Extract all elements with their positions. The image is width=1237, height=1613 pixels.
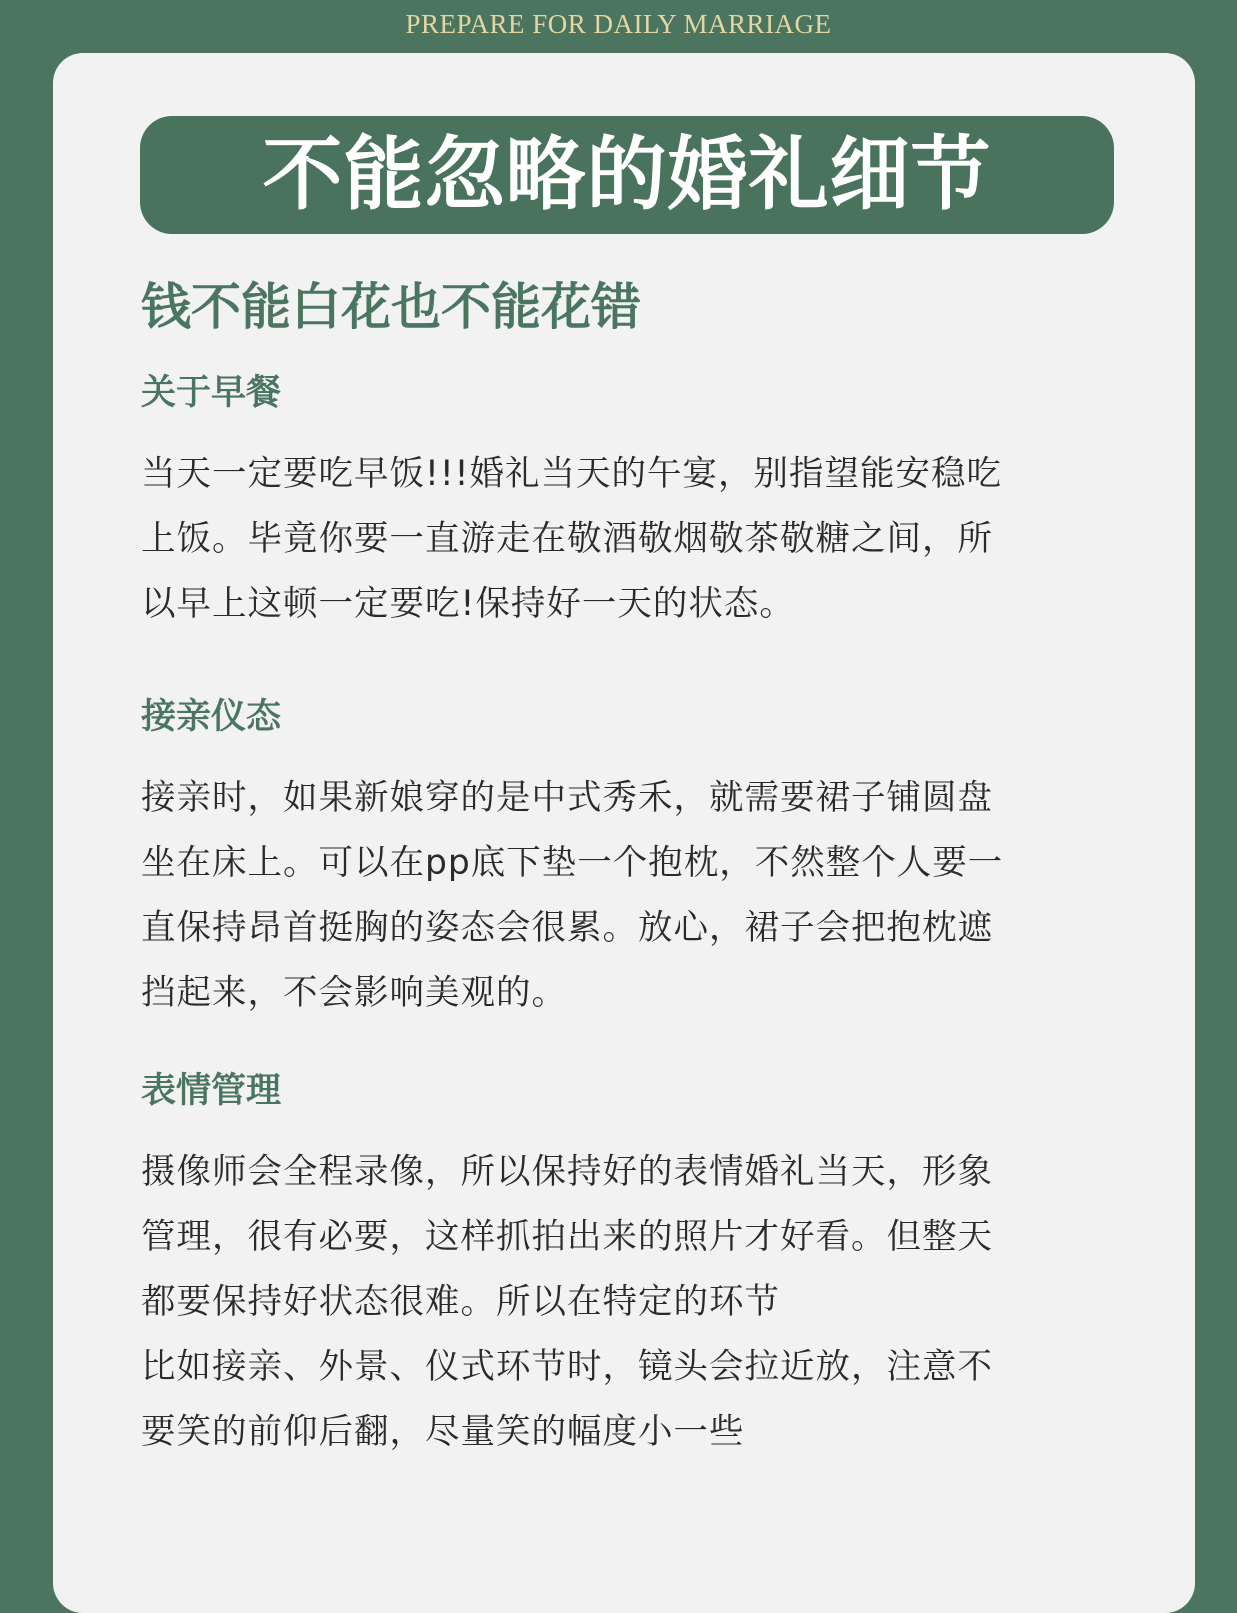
paragraph-line: 要笑的前仰后翻，尽量笑的幅度小一些 (141, 1412, 745, 1452)
paragraph-line: 上饭。毕竟你要一直游走在敬酒敬烟敬茶敬糖之间，所 (141, 519, 993, 559)
section-paragraph-breakfast (141, 442, 1101, 637)
top-banner-text: PREPARE FOR DAILY MARRIAGE (405, 9, 832, 39)
paragraph-line: 接亲时，如果新娘穿的是中式秀禾，就需要裙子铺圆盘 (141, 778, 993, 818)
paragraph-line: 直保持昂首挺胸的姿态会很累。放心，裙子会把抱枕遮 (141, 908, 993, 948)
section-heading-breakfast: 关于早餐 (141, 373, 282, 413)
section-paragraph-expression (141, 1140, 1101, 1465)
page-title: 不能忽略的婚礼细节 (262, 128, 992, 221)
paragraph-line: 比如接亲、外景、仪式环节时，镜头会拉近放，注意不 (141, 1347, 993, 1387)
paragraph-line: 坐在床上。可以在pp底下垫一个抱枕，不然整个人要一 (141, 843, 1004, 883)
paragraph-line: 管理，很有必要，这样抓拍出来的照片才好看。但整天 (141, 1217, 993, 1257)
paragraph-line: 挡起来，不会影响美观的。 (141, 973, 567, 1013)
paragraph-line: 以早上这顿一定要吃!保持好一天的状态。 (141, 584, 795, 624)
section-heading-expression: 表情管理 (141, 1071, 282, 1111)
page-subtitle: 钱不能白花也不能花错 (141, 278, 641, 336)
paragraph-line: 都要保持好状态很难。所以在特定的环节 (141, 1282, 780, 1322)
section-paragraph-pickup-posture (141, 766, 1101, 1026)
section-heading-pickup-posture: 接亲仪态 (141, 697, 282, 737)
title-banner (140, 116, 1114, 234)
paragraph-line: 摄像师会全程录像，所以保持好的表情婚礼当天，形象 (141, 1152, 993, 1192)
paragraph-line: 当天一定要吃早饭!!!婚礼当天的午宴，别指望能安稳吃 (141, 454, 1002, 494)
content-card (53, 53, 1195, 1613)
